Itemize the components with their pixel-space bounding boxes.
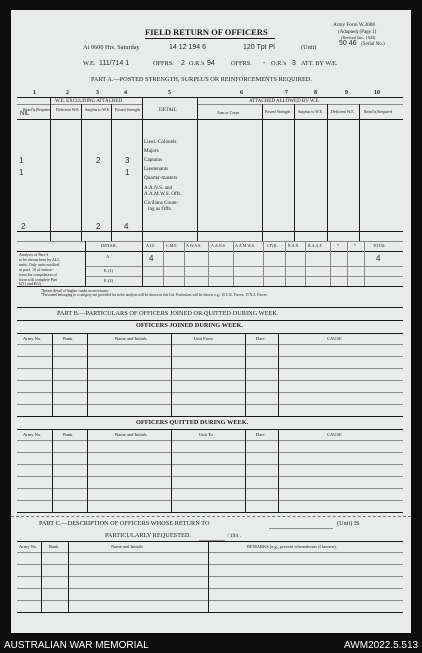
- analysis-note-5: tions for compilation of: [19, 272, 57, 277]
- head-reinf: Reinf'ts Required: [23, 107, 51, 112]
- return-date: 14 12 194 6: [169, 44, 206, 51]
- head-arm-corps: Arm or Corps: [217, 110, 240, 115]
- form-title: FIELD RETURN OF OFFICERS: [145, 27, 268, 37]
- col-num-4: 4: [124, 90, 127, 96]
- we-number: 111/714 1: [99, 60, 130, 67]
- joined-title: OFFICERS JOINED DURING WEEK.: [136, 322, 243, 329]
- head-surplus: Surplus to W.E.: [85, 107, 111, 112]
- quitted-col-unit-to: Unit To: [199, 432, 213, 437]
- col-num-8: 8: [314, 90, 317, 96]
- serial-number: 50 46: [339, 40, 357, 47]
- title-underline: [145, 38, 275, 39]
- rank-quartermasters: Quarter-masters: [144, 175, 178, 181]
- col-num-9: 9: [345, 90, 348, 96]
- ors2-label: O.R.'s: [271, 60, 287, 67]
- col-num-10: 10: [374, 90, 380, 96]
- serial-label: (Serial No.): [361, 42, 385, 47]
- quitted-col-rank: Rank: [63, 432, 73, 437]
- offrs-label: OFFRS.: [153, 60, 174, 67]
- offrs2-label: OFFRS.: [231, 60, 252, 67]
- rank-lieut-colonels: Lieut.-Colonels: [144, 139, 177, 145]
- analysis-col-aans: A.A.N.S.: [211, 243, 226, 248]
- quitted-col-armyno: Army No.: [23, 432, 42, 437]
- unit-name: 120 Tpt Pl: [243, 44, 275, 51]
- partc-col-name: Name and Initials: [111, 544, 143, 549]
- quitted-title: OFFICERS QUITTED DURING WEEK.: [136, 419, 249, 426]
- head-surplus2: Surplus to W.E.: [298, 109, 324, 114]
- attached-header: ATTACHED ALLOWED BY W.E.: [249, 99, 320, 104]
- hw-col3-captains: 2: [96, 156, 101, 165]
- analysis-col-awas: A.W.A.S.: [186, 243, 202, 248]
- joined-col-date: Date: [256, 336, 265, 341]
- analysis-col-aamws: A.A.M.W.S.: [235, 243, 255, 248]
- hw-col4-captains: 3: [125, 156, 130, 165]
- part-a-heading: PART A.—POSTED STRENGTH, SURPLUS OR REINFORCEMENTS REQUIRED.: [91, 76, 312, 83]
- at-hours-label: At 0600 Hrs. Saturday: [83, 44, 140, 51]
- analysis-col-star2: *: [354, 243, 356, 248]
- analysis-col-star1: *: [337, 243, 339, 248]
- head-reinf2: Reinf'ts Required: [364, 109, 392, 114]
- part-c-unit-is: (Unit) IS: [337, 520, 360, 527]
- analysis-note-6: form will complete Part: [19, 277, 58, 282]
- analysis-col-raaf: R.A.A.F.: [308, 243, 323, 248]
- analysis-note-2: to be shown here by ALL: [19, 257, 60, 262]
- rank-civilians: Civilians Count-: [144, 200, 179, 206]
- rank-lieutenants: Lieutenants: [144, 166, 169, 172]
- analysis-col-aif: A.I.F.: [146, 243, 156, 248]
- analysis-row-a: A.: [106, 254, 111, 259]
- joined-col-unit-from: Unit From: [194, 336, 213, 341]
- analysis-row-e1: E.(1): [104, 268, 114, 273]
- analysis-col-civil: CIVIL: [267, 243, 278, 248]
- rank-aamws: A.A.M.W.S. Offs.: [144, 191, 182, 197]
- analysis-detail-head: DETAIL: [101, 243, 117, 248]
- rank-captains: Captains: [144, 157, 163, 163]
- analysis-note-3: units. Only units notified: [19, 262, 59, 267]
- head-deficient2: Deficient W.E.: [331, 109, 355, 114]
- footer-accession: AWM2022.5.513: [344, 640, 419, 651]
- hw-col4-lieutenants: 1: [125, 168, 130, 177]
- form-revised: (Revised Jan., 1943): [341, 35, 376, 40]
- part-b-heading: PART B.—PARTICULARS OF OFFICERS JOINED OR QUITTED DURING WEEK.: [57, 310, 279, 317]
- unit-label: (Unit): [301, 44, 317, 51]
- quitted-col-cause: CAUSE: [327, 432, 342, 437]
- analysis-note-7: E(1) and E(2).: [19, 281, 42, 286]
- analysis-col-ran: R.A.N.: [288, 243, 300, 248]
- head-detail: DETAIL: [159, 108, 177, 113]
- hw-col1-captains: 1: [19, 156, 24, 165]
- analysis-note-1: Analysis of Part A: [19, 252, 49, 257]
- quitted-col-name: Name and Initials: [115, 432, 147, 437]
- quitted-col-date: Date: [256, 432, 265, 437]
- perforation-line: [11, 516, 411, 517]
- parta-top-rule: [17, 97, 403, 98]
- we-label: W.E.: [83, 60, 96, 67]
- analysis-col-cmf: C.M.F.: [166, 243, 178, 248]
- analysis-note-4: in para. 10 of instruc-: [19, 267, 54, 272]
- joined-col-name: Name and Initials: [115, 336, 147, 341]
- partc-col-remarks: REMARKS (e.g., present whereabouts if known).: [247, 544, 337, 549]
- footer-source: AUSTRALIAN WAR MEMORIAL: [4, 640, 149, 651]
- hw-total-col4: 4: [124, 222, 129, 231]
- part-c-date-tail: / 194 .: [227, 533, 241, 539]
- form-id: Army Form W.3008: [333, 22, 375, 28]
- joined-col-cause: CAUSE: [327, 336, 342, 341]
- part-c-requested: PARTICULARLY REQUESTED.: [105, 532, 191, 539]
- hw-total-col1: 2: [21, 222, 26, 231]
- hw-col1-lieutenants: 1: [19, 168, 24, 177]
- partc-col-armyno: Army No.: [19, 544, 38, 549]
- ors2-value: 3: [292, 60, 296, 67]
- ors-value: 94: [207, 60, 215, 67]
- analysis-row-e2: E.(2): [104, 278, 114, 283]
- rank-majors: Majors: [144, 148, 159, 154]
- head-deficient: Deficient W.E.: [56, 107, 80, 112]
- hw-col1-nil: NIL: [20, 111, 30, 117]
- footnote-2: *Personnel belonging to a category not provided for in the analysis will be shown in this Col. Particulars will be shown, e.g., 10 U.K. Forces; 15 N.Z. Forces.: [41, 293, 268, 297]
- joined-col-rank: Rank: [63, 336, 73, 341]
- att-label: ATT. BY W.E.: [301, 60, 338, 67]
- form-sheet: [11, 10, 411, 633]
- head-posted: Posted Strength: [115, 107, 141, 112]
- col-num-6: 6: [240, 90, 243, 96]
- rank-civilians-2: ing as Offs.: [148, 206, 172, 212]
- hw-total-col3: 2: [96, 222, 101, 231]
- col-num-1: 1: [33, 90, 36, 96]
- offrs2-value: -: [263, 60, 266, 67]
- col-num-3: 3: [96, 90, 99, 96]
- col-num-7: 7: [285, 90, 288, 96]
- hw-analysis-total: 4: [376, 254, 381, 263]
- partc-col-rank: Rank: [49, 544, 59, 549]
- form-adapted: (Adapted) (Page 1): [338, 30, 377, 35]
- offrs-value: 2: [181, 60, 185, 67]
- rank-aans: A.A.N.S. and: [144, 185, 173, 191]
- footnote-1: *Insert detail of higher ranks as necessary.: [41, 288, 109, 293]
- we-excl-header: W.E. EXCLUDING ATTACHED: [55, 99, 123, 104]
- analysis-col-total: TOTAL: [373, 243, 386, 248]
- head-posted2: Posted Strength: [265, 109, 291, 114]
- joined-col-armyno: Army No.: [23, 336, 42, 341]
- part-c-heading: PART C.—DESCRIPTION OF OFFICERS WHOSE RETURN TO: [39, 520, 210, 527]
- col-num-5: 5: [168, 90, 171, 96]
- hw-analysis-aif: 4: [149, 254, 154, 263]
- ors-label: O.R.'s: [189, 60, 205, 67]
- col-num-2: 2: [66, 90, 69, 96]
